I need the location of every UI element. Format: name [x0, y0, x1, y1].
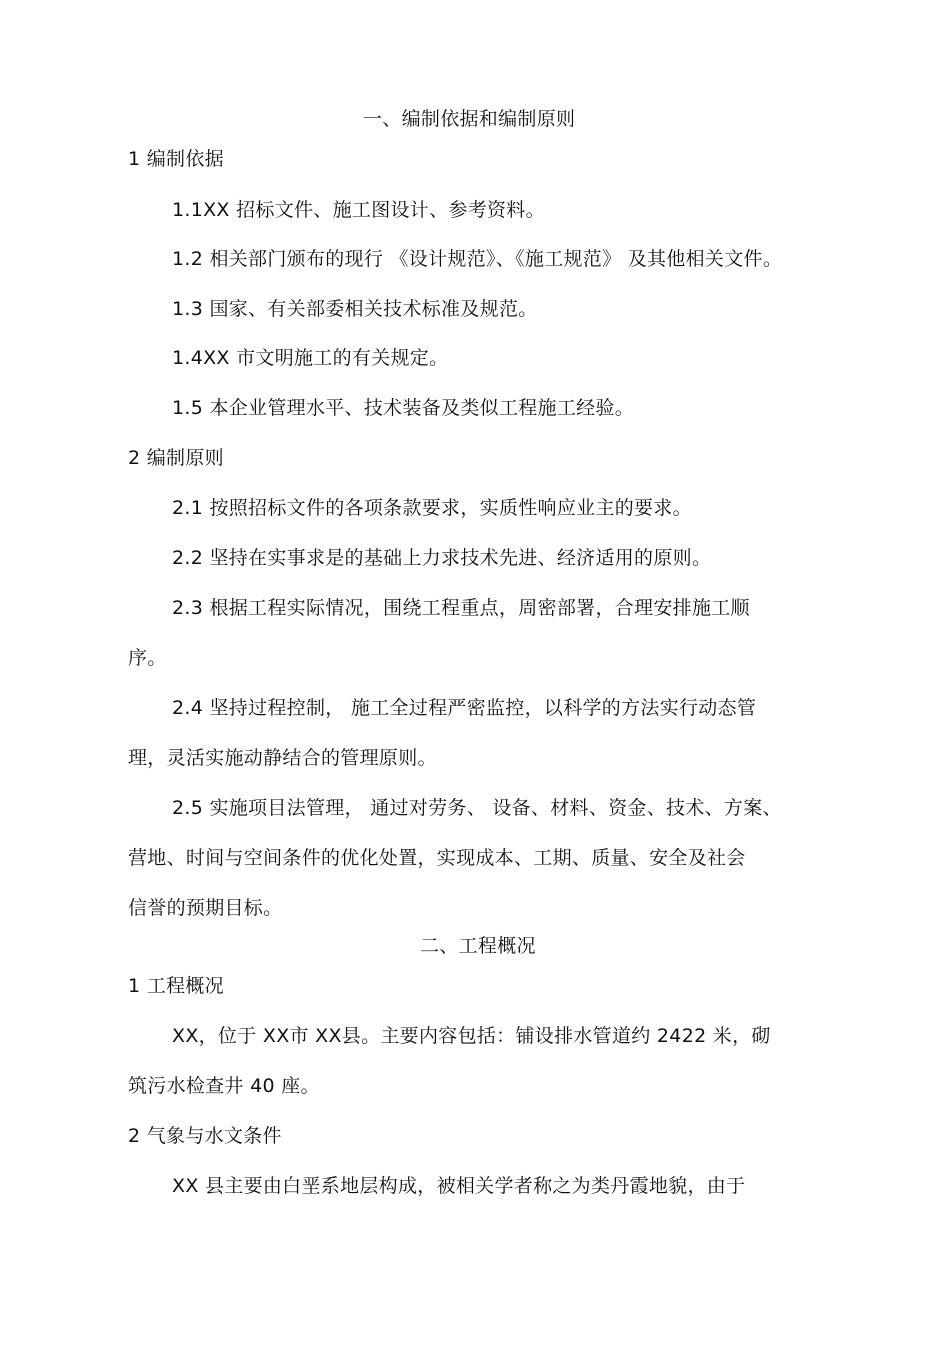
paragraph-line: 理，灵活实施动静结合的管理原则。: [128, 747, 437, 769]
paragraph-line: 2.3 根据工程实际情况，围绕工程重点，周密部署，合理安排施工顺: [172, 597, 750, 619]
section-1-title: 一、编制依据和编制原则: [363, 108, 576, 130]
section-2-title: 二、工程概况: [420, 935, 536, 957]
paragraph-line: 信誉的预期目标。: [128, 897, 283, 919]
paragraph-line: 筑污水检查井 40 座。: [128, 1075, 320, 1097]
list-item: 2.2 坚持在实事求是的基础上力求技术先进、经济适用的原则。: [172, 547, 712, 569]
paragraph-line: XX 县主要由白垩系地层构成，被相关学者称之为类丹霞地貌，由于: [172, 1175, 746, 1197]
paragraph-line: 营地、时间与空间条件的优化处置，实现成本、工期、质量、安全及社会: [128, 847, 746, 869]
paragraph-line: XX，位于 XX市 XX县。主要内容包括：铺设排水管道约 2422 米，砌: [172, 1025, 771, 1047]
list-item: 1.2 相关部门颁布的现行 《设计规范》、《施工规范》 及其他相关文件。: [172, 248, 783, 270]
list-item: 1.1XX 招标文件、施工图设计、参考资料。: [172, 199, 545, 221]
subsection-2-heading: 2 气象与水文条件: [128, 1125, 282, 1147]
list-item: 1.3 国家、有关部委相关技术标准及规范。: [172, 298, 538, 320]
list-item: 1.5 本企业管理水平、技术装备及类似工程施工经验。: [172, 397, 635, 419]
list-item: 2.1 按照招标文件的各项条款要求，实质性响应业主的要求。: [172, 497, 692, 519]
subsection-1-heading: 1 工程概况: [128, 975, 224, 997]
subsection-1-heading: 1 编制依据: [128, 148, 224, 170]
paragraph-line: 2.5 实施项目法管理， 通过对劳务、 设备、材料、资金、技术、方案、: [172, 797, 782, 819]
subsection-2-heading: 2 编制原则: [128, 447, 224, 469]
paragraph-line: 序。: [128, 647, 167, 669]
list-item: 1.4XX 市文明施工的有关规定。: [172, 347, 449, 369]
paragraph-line: 2.4 坚持过程控制， 施工全过程严密监控，以科学的方法实行动态管: [172, 697, 757, 719]
